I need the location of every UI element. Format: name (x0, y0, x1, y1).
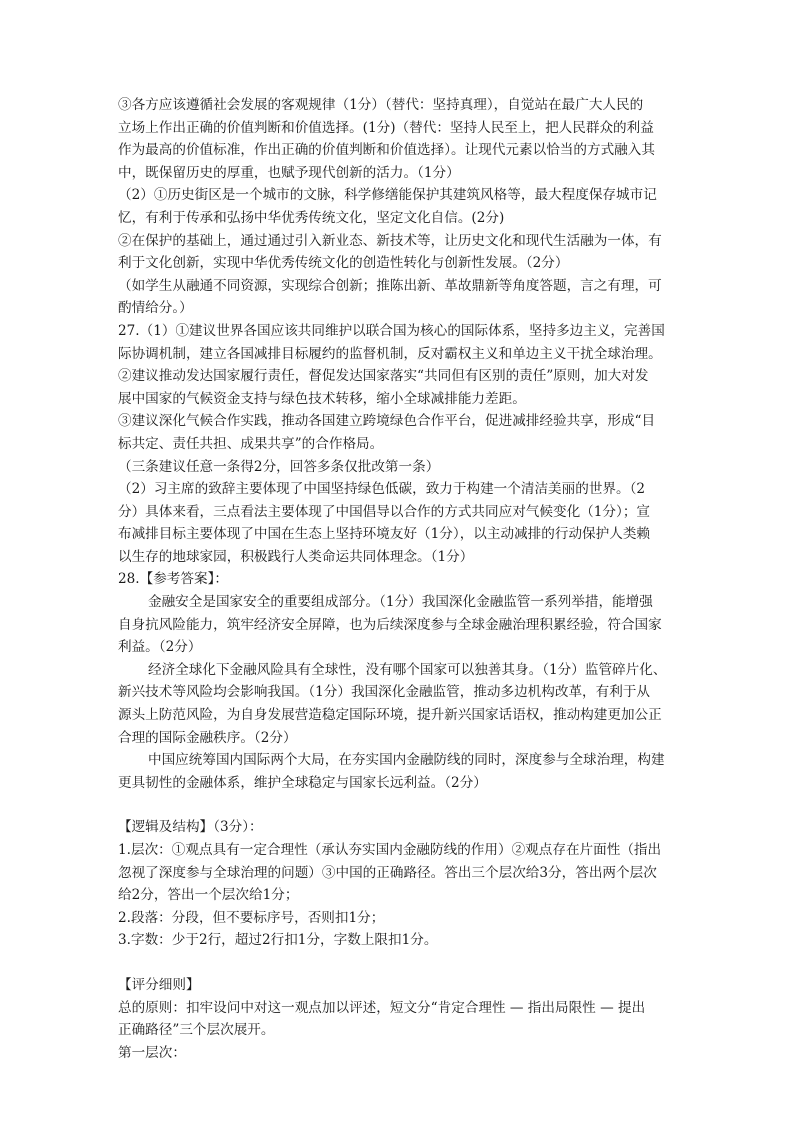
text-line: 源头上防范风险，为自身发展营造稳定国际环境，提升新兴国家话语权，推动构建更加公正 (118, 707, 662, 724)
text-line: （如学生从融通不同资源，实现综合创新；推陈出新、革故鼎新等角度答题，言之有理，可 (118, 277, 662, 294)
text-line: 更具韧性的金融体系，维护全球稳定与国家长远利益。（2分） (118, 774, 487, 791)
text-line: 分）具体来看，三点看法主要体现了中国倡导以合作的方式共同应对气候变化（1分）；宣 (118, 503, 651, 520)
text-line: 新兴技术等风险均会影响我国。（1分）我国深化金融监管，推动多边机构改革，有利于从 (118, 684, 651, 701)
text-line: 忆，有利于传承和弘扬中华优秀传统文化，坚定文化自信。(2分) (118, 209, 505, 226)
text-line: 正确路径”三个层次展开。 (118, 1022, 275, 1039)
text-line: （2）习主席的致辞主要体现了中国坚持绿色低碳，致力于构建一个清洁美丽的世界。（2 (118, 481, 646, 498)
paragraph-gap (118, 952, 684, 974)
text-line: 以生存的地球家园，积极践行人类命运共同体理念。（1分） (118, 548, 474, 565)
text-line: ②在保护的基础上，通过通过引入新业态、新技术等，让历史文化和现代生活融为一体，有 (118, 232, 662, 249)
text-line: 作为最高的价值标准，作出正确的价值判断和价值选择）。让现代元素以恰当的方式融入其 (118, 142, 655, 159)
text-line: 际协调机制，建立各国减排目标履约的监督机制，反对霸权主义和单边主义干扰全球治理。 (118, 345, 662, 362)
document-page (118, 94, 684, 1064)
text-line: 酌情给分。） (118, 300, 193, 317)
text-line: ②建议推动发达国家履行责任，督促发达国家落实“共同但有区别的责任”原则，加大对发 (118, 368, 649, 385)
text-line: 利于文化创新，实现中华优秀传统文化的创造性转化与创新性发展。（2分） (118, 255, 569, 272)
text-line: 立场上作出正确的价值判断和价值选择。(1分)（替代：坚持人民至上，把人民群众的利益 (118, 119, 654, 136)
text-line: 28.【参考答案】： (118, 571, 228, 588)
text-line: 合理的国际金融秩序。（2分） (118, 729, 297, 746)
text-line: 给2分，答出一个层次给1分； (118, 887, 299, 904)
text-line: 3.字数：少于2行，超过2行扣1分，字数上限扣1分。 (118, 932, 438, 949)
text-line: 【逻辑及结构】（3分）： (118, 819, 263, 836)
text-line: （三条建议任意一条得2分，回答多条仅批改第一条） (118, 458, 440, 475)
text-line: 总的原则：扣牢设问中对这一观点加以评述，短文分“肯定合理性 — 指出局限性 — 提出 (118, 999, 646, 1016)
text-line: 中，既保留历史的厚重，也赋予现代创新的活力。（1分） (118, 164, 460, 181)
paragraph-gap (118, 794, 684, 816)
text-line: 第一层次： (118, 1044, 186, 1061)
text-line: 布减排目标主要体现了中国在生态上坚持环境友好（1分），以主动减排的行动保护人类赖 (118, 526, 651, 543)
text-line: 金融安全是国家安全的重要组成部分。（1分）我国深化金融监管一系列举措，能增强 (148, 594, 653, 611)
text-line: ③建议深化气候合作实践，推动各国建立跨境绿色合作平台，促进减排经验共享，形成“目 (118, 413, 656, 430)
text-line: 27.（1）①建议世界各国应该共同维护以联合国为核心的国际体系，坚持多边主义，完善国 (118, 322, 665, 339)
text-line: 中国应统筹国内国际两个大局，在夯实国内金融防线的同时，深度参与全球治理，构建 (148, 752, 665, 769)
text-line: 经济全球化下金融风险具有全球性，没有哪个国家可以独善其身。（1分）监管碎片化、 (148, 661, 667, 678)
text-line: 自身抗风险能力，筑牢经济安全屏障，也为后续深度参与全球金融治理积累经验，符合国家 (118, 616, 662, 633)
text-line: 标共定、责任共担、成果共享”的合作格局。 (118, 435, 384, 452)
text-line: 忽视了深度参与全球治理的问题）③中国的正确路径。答出三个层次给3分，答出两个层次 (118, 864, 657, 881)
text-line: （2）①历史街区是一个城市的文脉，科学修缮能保护其建筑风格等，最大程度保存城市记 (118, 187, 657, 204)
text-line: 展中国家的气候资金支持与绿色技术转移，缩小全球减排能力差距。 (118, 390, 526, 407)
text-line: 2.段落：分段，但不要标序号，否则扣1分； (118, 909, 385, 926)
text-line: 1.层次：①观点具有一定合理性（承认夯实国内金融防线的作用）②观点存在片面性（指出 (118, 842, 662, 858)
text-line: ③各方应该遵循社会发展的客观规律（1分）（替代：坚持真理），自觉站在最广大人民的 (118, 97, 644, 113)
text-line: 利益。（2分） (118, 639, 202, 656)
text-line: 【评分细则】 (118, 976, 200, 993)
